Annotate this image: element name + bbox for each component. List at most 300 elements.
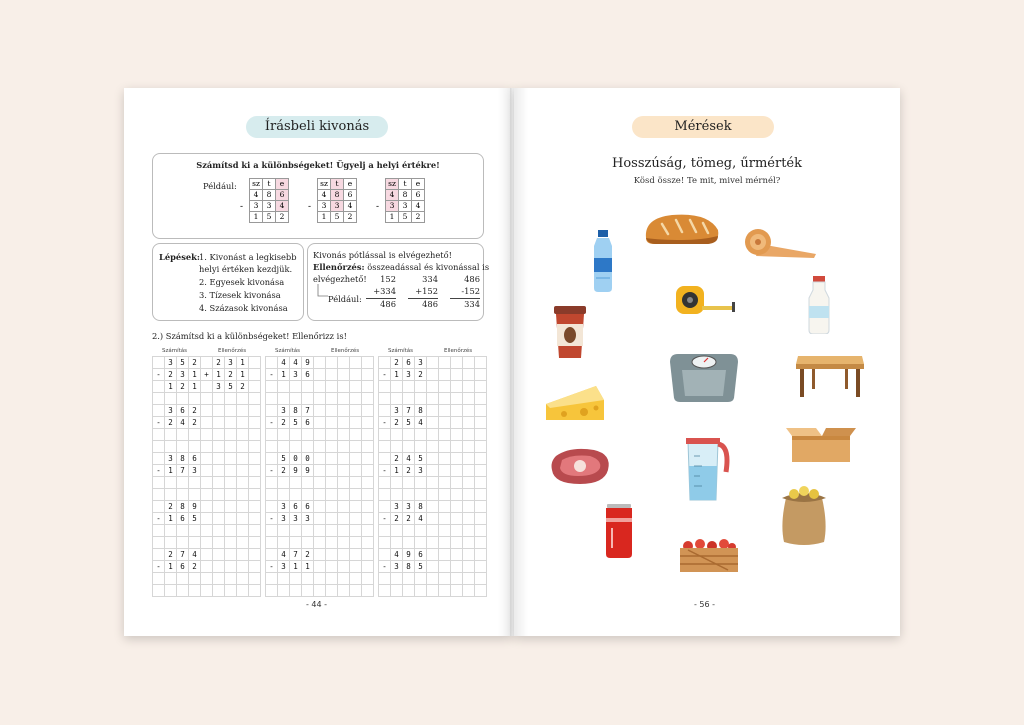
grid-cell[interactable] bbox=[362, 525, 374, 537]
grid-cell[interactable] bbox=[237, 513, 249, 525]
grid-cell[interactable] bbox=[201, 537, 213, 549]
grid-cell[interactable]: 6 bbox=[415, 549, 427, 561]
grid-cell[interactable] bbox=[249, 441, 261, 453]
grid-cell[interactable]: 1 bbox=[391, 465, 403, 477]
grid-cell[interactable] bbox=[439, 357, 451, 369]
grid-cell[interactable] bbox=[225, 501, 237, 513]
grid-cell[interactable] bbox=[213, 489, 225, 501]
grid-cell[interactable] bbox=[177, 537, 189, 549]
grid-cell[interactable] bbox=[278, 429, 290, 441]
grid-cell[interactable] bbox=[338, 465, 350, 477]
grid-cell[interactable]: 4 bbox=[278, 549, 290, 561]
grid-cell[interactable] bbox=[391, 441, 403, 453]
grid-cell[interactable] bbox=[165, 441, 177, 453]
grid-cell[interactable] bbox=[189, 477, 201, 489]
grid-cell[interactable] bbox=[391, 477, 403, 489]
grid-cell[interactable] bbox=[451, 585, 463, 597]
grid-cell[interactable] bbox=[362, 369, 374, 381]
grid-cell[interactable] bbox=[153, 573, 165, 585]
grid-cell[interactable] bbox=[439, 429, 451, 441]
grid-cell[interactable] bbox=[451, 489, 463, 501]
grid-cell[interactable]: 6 bbox=[302, 369, 314, 381]
grid-cell[interactable] bbox=[314, 429, 326, 441]
grid-cell[interactable] bbox=[278, 489, 290, 501]
grid-cell[interactable] bbox=[362, 537, 374, 549]
grid-cell[interactable] bbox=[278, 477, 290, 489]
grid-cell[interactable] bbox=[237, 465, 249, 477]
grid-cell[interactable] bbox=[338, 501, 350, 513]
grid-cell[interactable] bbox=[403, 573, 415, 585]
grid-cell[interactable] bbox=[451, 429, 463, 441]
grid-cell[interactable]: 1 bbox=[213, 369, 225, 381]
grid-cell[interactable] bbox=[266, 441, 278, 453]
grid-cell[interactable] bbox=[338, 513, 350, 525]
grid-cell[interactable]: - bbox=[153, 417, 165, 429]
tape-measure-icon[interactable] bbox=[674, 282, 738, 316]
grid-cell[interactable] bbox=[338, 573, 350, 585]
grid-cell[interactable] bbox=[225, 585, 237, 597]
grid-cell[interactable]: - bbox=[153, 561, 165, 573]
grid-cell[interactable]: 2 bbox=[278, 417, 290, 429]
grid-cell[interactable] bbox=[249, 573, 261, 585]
grid-cell[interactable] bbox=[314, 405, 326, 417]
measuring-jug-icon[interactable] bbox=[684, 436, 730, 502]
grid-cell[interactable] bbox=[314, 573, 326, 585]
grid-cell[interactable] bbox=[165, 525, 177, 537]
grid-cell[interactable] bbox=[314, 441, 326, 453]
grid-cell[interactable] bbox=[350, 525, 362, 537]
grid-cell[interactable] bbox=[475, 393, 487, 405]
grid-cell[interactable] bbox=[362, 561, 374, 573]
grid-cell[interactable]: 3 bbox=[213, 381, 225, 393]
grid-cell[interactable]: 7 bbox=[290, 549, 302, 561]
grid-cell[interactable]: 2 bbox=[403, 465, 415, 477]
grid-cell[interactable] bbox=[266, 585, 278, 597]
grid-cell[interactable] bbox=[403, 525, 415, 537]
grid-cell[interactable]: 8 bbox=[290, 405, 302, 417]
grid-cell[interactable]: 9 bbox=[302, 465, 314, 477]
grid-cell[interactable] bbox=[326, 429, 338, 441]
grid-cell[interactable]: 3 bbox=[391, 561, 403, 573]
grid-cell[interactable] bbox=[213, 405, 225, 417]
grid-cell[interactable] bbox=[391, 381, 403, 393]
grid-cell[interactable]: 1 bbox=[165, 561, 177, 573]
grid-cell[interactable]: 2 bbox=[189, 417, 201, 429]
grid-cell[interactable] bbox=[201, 441, 213, 453]
grid-cell[interactable]: - bbox=[266, 465, 278, 477]
grid-cell[interactable] bbox=[201, 465, 213, 477]
grid-cell[interactable] bbox=[266, 405, 278, 417]
grid-cell[interactable]: 7 bbox=[403, 405, 415, 417]
grid-cell[interactable] bbox=[237, 537, 249, 549]
grid-cell[interactable] bbox=[237, 501, 249, 513]
grid-cell[interactable] bbox=[189, 537, 201, 549]
grid-cell[interactable] bbox=[439, 465, 451, 477]
grid-cell[interactable] bbox=[427, 537, 439, 549]
grid-cell[interactable] bbox=[379, 537, 391, 549]
grid-cell[interactable] bbox=[463, 453, 475, 465]
grid-cell[interactable] bbox=[290, 381, 302, 393]
grid-cell[interactable] bbox=[463, 501, 475, 513]
grid-cell[interactable]: - bbox=[379, 369, 391, 381]
grid-cell[interactable] bbox=[427, 549, 439, 561]
grid-cell[interactable] bbox=[326, 441, 338, 453]
grid-cell[interactable] bbox=[213, 537, 225, 549]
grid-cell[interactable] bbox=[451, 573, 463, 585]
grid-cell[interactable]: 6 bbox=[290, 501, 302, 513]
grid-cell[interactable]: 4 bbox=[189, 549, 201, 561]
grid-cell[interactable] bbox=[439, 549, 451, 561]
grid-cell[interactable] bbox=[391, 489, 403, 501]
steak-icon[interactable] bbox=[550, 446, 612, 486]
grid-cell[interactable] bbox=[249, 381, 261, 393]
grid-cell[interactable] bbox=[463, 369, 475, 381]
grid-cell[interactable]: 2 bbox=[415, 369, 427, 381]
grid-cell[interactable] bbox=[463, 573, 475, 585]
grid-cell[interactable]: 3 bbox=[165, 357, 177, 369]
grid-cell[interactable] bbox=[439, 453, 451, 465]
grid-cell[interactable] bbox=[427, 357, 439, 369]
grid-cell[interactable] bbox=[451, 501, 463, 513]
grid-cell[interactable] bbox=[415, 381, 427, 393]
grid-cell[interactable]: 3 bbox=[278, 501, 290, 513]
grid-cell[interactable] bbox=[403, 429, 415, 441]
grid-cell[interactable] bbox=[153, 441, 165, 453]
grid-cell[interactable] bbox=[266, 381, 278, 393]
grid-cell[interactable] bbox=[213, 525, 225, 537]
grid-cell[interactable] bbox=[153, 501, 165, 513]
grid-cell[interactable] bbox=[201, 393, 213, 405]
grid-cell[interactable]: 5 bbox=[290, 417, 302, 429]
grid-cell[interactable] bbox=[165, 429, 177, 441]
grid-cell[interactable] bbox=[314, 369, 326, 381]
grid-cell[interactable] bbox=[379, 585, 391, 597]
grid-cell[interactable]: 2 bbox=[165, 417, 177, 429]
grid-cell[interactable] bbox=[439, 537, 451, 549]
grid-cell[interactable] bbox=[463, 441, 475, 453]
grid-cell[interactable] bbox=[475, 501, 487, 513]
grid-cell[interactable] bbox=[225, 573, 237, 585]
grid-cell[interactable] bbox=[391, 525, 403, 537]
grid-cell[interactable] bbox=[350, 477, 362, 489]
grid-cell[interactable] bbox=[415, 489, 427, 501]
grid-cell[interactable] bbox=[201, 525, 213, 537]
grid-cell[interactable] bbox=[153, 477, 165, 489]
grid-cell[interactable] bbox=[338, 585, 350, 597]
grid-cell[interactable] bbox=[439, 489, 451, 501]
grid-cell[interactable]: - bbox=[266, 561, 278, 573]
grid-cell[interactable] bbox=[350, 441, 362, 453]
grid-cell[interactable] bbox=[439, 561, 451, 573]
grid-cell[interactable] bbox=[225, 441, 237, 453]
grid-cell[interactable]: 6 bbox=[302, 501, 314, 513]
grid-cell[interactable] bbox=[427, 561, 439, 573]
grid-cell[interactable] bbox=[427, 489, 439, 501]
grid-cell[interactable] bbox=[427, 525, 439, 537]
grid-cell[interactable] bbox=[314, 357, 326, 369]
grid-cell[interactable]: 2 bbox=[189, 405, 201, 417]
grid-cell[interactable] bbox=[362, 357, 374, 369]
grid-cell[interactable] bbox=[439, 501, 451, 513]
grid-cell[interactable] bbox=[302, 381, 314, 393]
grid-cell[interactable] bbox=[415, 585, 427, 597]
grid-cell[interactable] bbox=[362, 477, 374, 489]
grid-cell[interactable] bbox=[415, 393, 427, 405]
grid-cell[interactable] bbox=[391, 393, 403, 405]
grid-cell[interactable] bbox=[237, 393, 249, 405]
grid-cell[interactable] bbox=[165, 585, 177, 597]
grid-cell[interactable] bbox=[326, 477, 338, 489]
grid-cell[interactable]: 0 bbox=[290, 453, 302, 465]
grid-cell[interactable]: 8 bbox=[177, 453, 189, 465]
grid-cell[interactable] bbox=[189, 393, 201, 405]
grid-cell[interactable] bbox=[451, 465, 463, 477]
grid-cell[interactable] bbox=[451, 381, 463, 393]
grid-cell[interactable] bbox=[350, 561, 362, 573]
grid-cell[interactable]: 6 bbox=[177, 405, 189, 417]
grid-cell[interactable] bbox=[314, 453, 326, 465]
grid-cell[interactable]: 2 bbox=[189, 561, 201, 573]
grid-cell[interactable] bbox=[177, 429, 189, 441]
grid-cell[interactable] bbox=[326, 405, 338, 417]
grid-cell[interactable] bbox=[427, 513, 439, 525]
grid-cell[interactable] bbox=[302, 537, 314, 549]
grid-cell[interactable] bbox=[415, 525, 427, 537]
grid-cell[interactable] bbox=[314, 381, 326, 393]
exercise-grid[interactable] bbox=[378, 356, 487, 597]
grid-cell[interactable] bbox=[225, 489, 237, 501]
grid-cell[interactable] bbox=[326, 465, 338, 477]
grid-cell[interactable] bbox=[237, 417, 249, 429]
grid-cell[interactable] bbox=[362, 501, 374, 513]
coffee-cup-icon[interactable] bbox=[552, 304, 588, 360]
grid-cell[interactable] bbox=[451, 405, 463, 417]
grid-cell[interactable] bbox=[475, 441, 487, 453]
grid-cell[interactable]: - bbox=[153, 465, 165, 477]
grid-cell[interactable]: 6 bbox=[177, 561, 189, 573]
grid-cell[interactable] bbox=[249, 525, 261, 537]
grid-cell[interactable] bbox=[213, 393, 225, 405]
grid-cell[interactable] bbox=[213, 465, 225, 477]
grid-cell[interactable] bbox=[266, 489, 278, 501]
grid-cell[interactable] bbox=[249, 537, 261, 549]
grid-cell[interactable]: 3 bbox=[391, 405, 403, 417]
grid-cell[interactable] bbox=[350, 369, 362, 381]
grid-cell[interactable] bbox=[225, 513, 237, 525]
grid-cell[interactable] bbox=[427, 501, 439, 513]
grid-cell[interactable] bbox=[415, 441, 427, 453]
grid-cell[interactable] bbox=[427, 429, 439, 441]
grid-cell[interactable]: - bbox=[153, 369, 165, 381]
grid-cell[interactable] bbox=[314, 513, 326, 525]
grid-cell[interactable] bbox=[278, 393, 290, 405]
grid-cell[interactable] bbox=[463, 585, 475, 597]
grid-cell[interactable] bbox=[290, 441, 302, 453]
grid-cell[interactable] bbox=[290, 537, 302, 549]
grid-cell[interactable] bbox=[302, 525, 314, 537]
grid-cell[interactable]: 9 bbox=[189, 501, 201, 513]
grid-cell[interactable] bbox=[463, 561, 475, 573]
grid-cell[interactable] bbox=[463, 549, 475, 561]
grid-cell[interactable] bbox=[475, 453, 487, 465]
grid-cell[interactable] bbox=[451, 561, 463, 573]
grid-cell[interactable] bbox=[362, 573, 374, 585]
grid-cell[interactable]: 8 bbox=[415, 405, 427, 417]
exercise-grid[interactable] bbox=[265, 356, 374, 597]
grid-cell[interactable] bbox=[350, 429, 362, 441]
grid-cell[interactable]: 4 bbox=[290, 357, 302, 369]
grid-cell[interactable] bbox=[165, 393, 177, 405]
grid-cell[interactable] bbox=[475, 549, 487, 561]
grid-cell[interactable] bbox=[379, 441, 391, 453]
grid-cell[interactable] bbox=[290, 573, 302, 585]
grid-cell[interactable] bbox=[237, 525, 249, 537]
grid-cell[interactable] bbox=[379, 405, 391, 417]
grid-cell[interactable] bbox=[379, 477, 391, 489]
grid-cell[interactable] bbox=[362, 453, 374, 465]
grid-cell[interactable] bbox=[475, 381, 487, 393]
grid-cell[interactable]: 5 bbox=[278, 453, 290, 465]
grid-cell[interactable] bbox=[463, 429, 475, 441]
grid-cell[interactable] bbox=[201, 453, 213, 465]
grid-cell[interactable] bbox=[177, 477, 189, 489]
grid-cell[interactable] bbox=[475, 477, 487, 489]
grid-cell[interactable] bbox=[213, 477, 225, 489]
grid-cell[interactable]: - bbox=[266, 513, 278, 525]
grid-cell[interactable] bbox=[362, 441, 374, 453]
water-bottle-icon[interactable] bbox=[592, 230, 614, 292]
grid-cell[interactable] bbox=[213, 513, 225, 525]
grid-cell[interactable] bbox=[475, 513, 487, 525]
grid-cell[interactable] bbox=[350, 453, 362, 465]
grid-cell[interactable] bbox=[350, 501, 362, 513]
grid-cell[interactable] bbox=[451, 525, 463, 537]
grid-cell[interactable]: 4 bbox=[391, 549, 403, 561]
grid-cell[interactable] bbox=[278, 525, 290, 537]
grid-cell[interactable] bbox=[391, 585, 403, 597]
grid-cell[interactable]: 5 bbox=[177, 357, 189, 369]
grid-cell[interactable]: 2 bbox=[391, 453, 403, 465]
grid-cell[interactable] bbox=[189, 429, 201, 441]
grid-cell[interactable]: 2 bbox=[403, 513, 415, 525]
grid-cell[interactable] bbox=[153, 405, 165, 417]
grid-cell[interactable]: 1 bbox=[237, 357, 249, 369]
grid-cell[interactable] bbox=[350, 585, 362, 597]
grid-cell[interactable] bbox=[201, 573, 213, 585]
grid-cell[interactable]: + bbox=[201, 369, 213, 381]
grid-cell[interactable]: 7 bbox=[177, 549, 189, 561]
grid-cell[interactable] bbox=[475, 405, 487, 417]
grid-cell[interactable]: 1 bbox=[290, 561, 302, 573]
grid-cell[interactable] bbox=[338, 489, 350, 501]
grid-cell[interactable] bbox=[326, 393, 338, 405]
grid-cell[interactable] bbox=[201, 429, 213, 441]
grid-cell[interactable] bbox=[237, 453, 249, 465]
grid-cell[interactable] bbox=[278, 573, 290, 585]
grid-cell[interactable] bbox=[201, 561, 213, 573]
grid-cell[interactable]: 5 bbox=[403, 417, 415, 429]
grid-cell[interactable] bbox=[302, 429, 314, 441]
grid-cell[interactable] bbox=[225, 477, 237, 489]
grid-cell[interactable]: - bbox=[379, 417, 391, 429]
grid-cell[interactable] bbox=[153, 381, 165, 393]
grid-cell[interactable]: 5 bbox=[225, 381, 237, 393]
grid-cell[interactable] bbox=[225, 405, 237, 417]
grid-cell[interactable] bbox=[463, 513, 475, 525]
grid-cell[interactable] bbox=[314, 393, 326, 405]
grid-cell[interactable]: 2 bbox=[391, 357, 403, 369]
yoga-mat-icon[interactable] bbox=[740, 228, 818, 260]
grid-cell[interactable] bbox=[463, 465, 475, 477]
grid-cell[interactable] bbox=[439, 381, 451, 393]
grid-cell[interactable] bbox=[225, 549, 237, 561]
grid-cell[interactable] bbox=[249, 465, 261, 477]
grid-cell[interactable] bbox=[225, 537, 237, 549]
grid-cell[interactable] bbox=[427, 477, 439, 489]
grid-cell[interactable]: 2 bbox=[165, 501, 177, 513]
grid-cell[interactable] bbox=[326, 573, 338, 585]
grid-cell[interactable] bbox=[379, 549, 391, 561]
grid-cell[interactable] bbox=[302, 441, 314, 453]
bread-icon[interactable] bbox=[642, 212, 720, 246]
grid-cell[interactable] bbox=[314, 585, 326, 597]
grid-cell[interactable]: 1 bbox=[165, 513, 177, 525]
grid-cell[interactable] bbox=[225, 525, 237, 537]
grid-cell[interactable] bbox=[266, 357, 278, 369]
grid-cell[interactable] bbox=[189, 585, 201, 597]
grid-cell[interactable] bbox=[403, 393, 415, 405]
grid-cell[interactable] bbox=[314, 537, 326, 549]
grid-cell[interactable] bbox=[153, 489, 165, 501]
grid-cell[interactable] bbox=[439, 513, 451, 525]
grid-cell[interactable] bbox=[379, 429, 391, 441]
grid-cell[interactable] bbox=[463, 489, 475, 501]
grid-cell[interactable] bbox=[249, 453, 261, 465]
grid-cell[interactable] bbox=[338, 537, 350, 549]
grid-cell[interactable]: 1 bbox=[302, 561, 314, 573]
grid-cell[interactable] bbox=[213, 585, 225, 597]
grid-cell[interactable] bbox=[350, 417, 362, 429]
grid-cell[interactable] bbox=[302, 393, 314, 405]
grid-cell[interactable] bbox=[237, 549, 249, 561]
grid-cell[interactable] bbox=[314, 501, 326, 513]
grid-cell[interactable] bbox=[326, 489, 338, 501]
grid-cell[interactable]: 1 bbox=[165, 465, 177, 477]
grid-cell[interactable]: 5 bbox=[415, 561, 427, 573]
grid-cell[interactable]: 2 bbox=[177, 381, 189, 393]
grid-cell[interactable] bbox=[451, 537, 463, 549]
grid-cell[interactable] bbox=[249, 489, 261, 501]
grid-cell[interactable] bbox=[153, 357, 165, 369]
grid-cell[interactable] bbox=[153, 549, 165, 561]
grid-cell[interactable] bbox=[379, 501, 391, 513]
grid-cell[interactable] bbox=[338, 417, 350, 429]
grid-cell[interactable] bbox=[153, 393, 165, 405]
grid-cell[interactable] bbox=[451, 549, 463, 561]
grid-cell[interactable]: 2 bbox=[391, 417, 403, 429]
grid-cell[interactable] bbox=[350, 393, 362, 405]
grid-cell[interactable] bbox=[439, 573, 451, 585]
grid-cell[interactable] bbox=[153, 537, 165, 549]
grid-cell[interactable] bbox=[451, 441, 463, 453]
grid-cell[interactable] bbox=[213, 417, 225, 429]
grid-cell[interactable] bbox=[225, 453, 237, 465]
grid-cell[interactable] bbox=[189, 573, 201, 585]
grid-cell[interactable] bbox=[427, 405, 439, 417]
grid-cell[interactable] bbox=[475, 537, 487, 549]
grid-cell[interactable] bbox=[379, 393, 391, 405]
grid-cell[interactable]: 3 bbox=[278, 561, 290, 573]
